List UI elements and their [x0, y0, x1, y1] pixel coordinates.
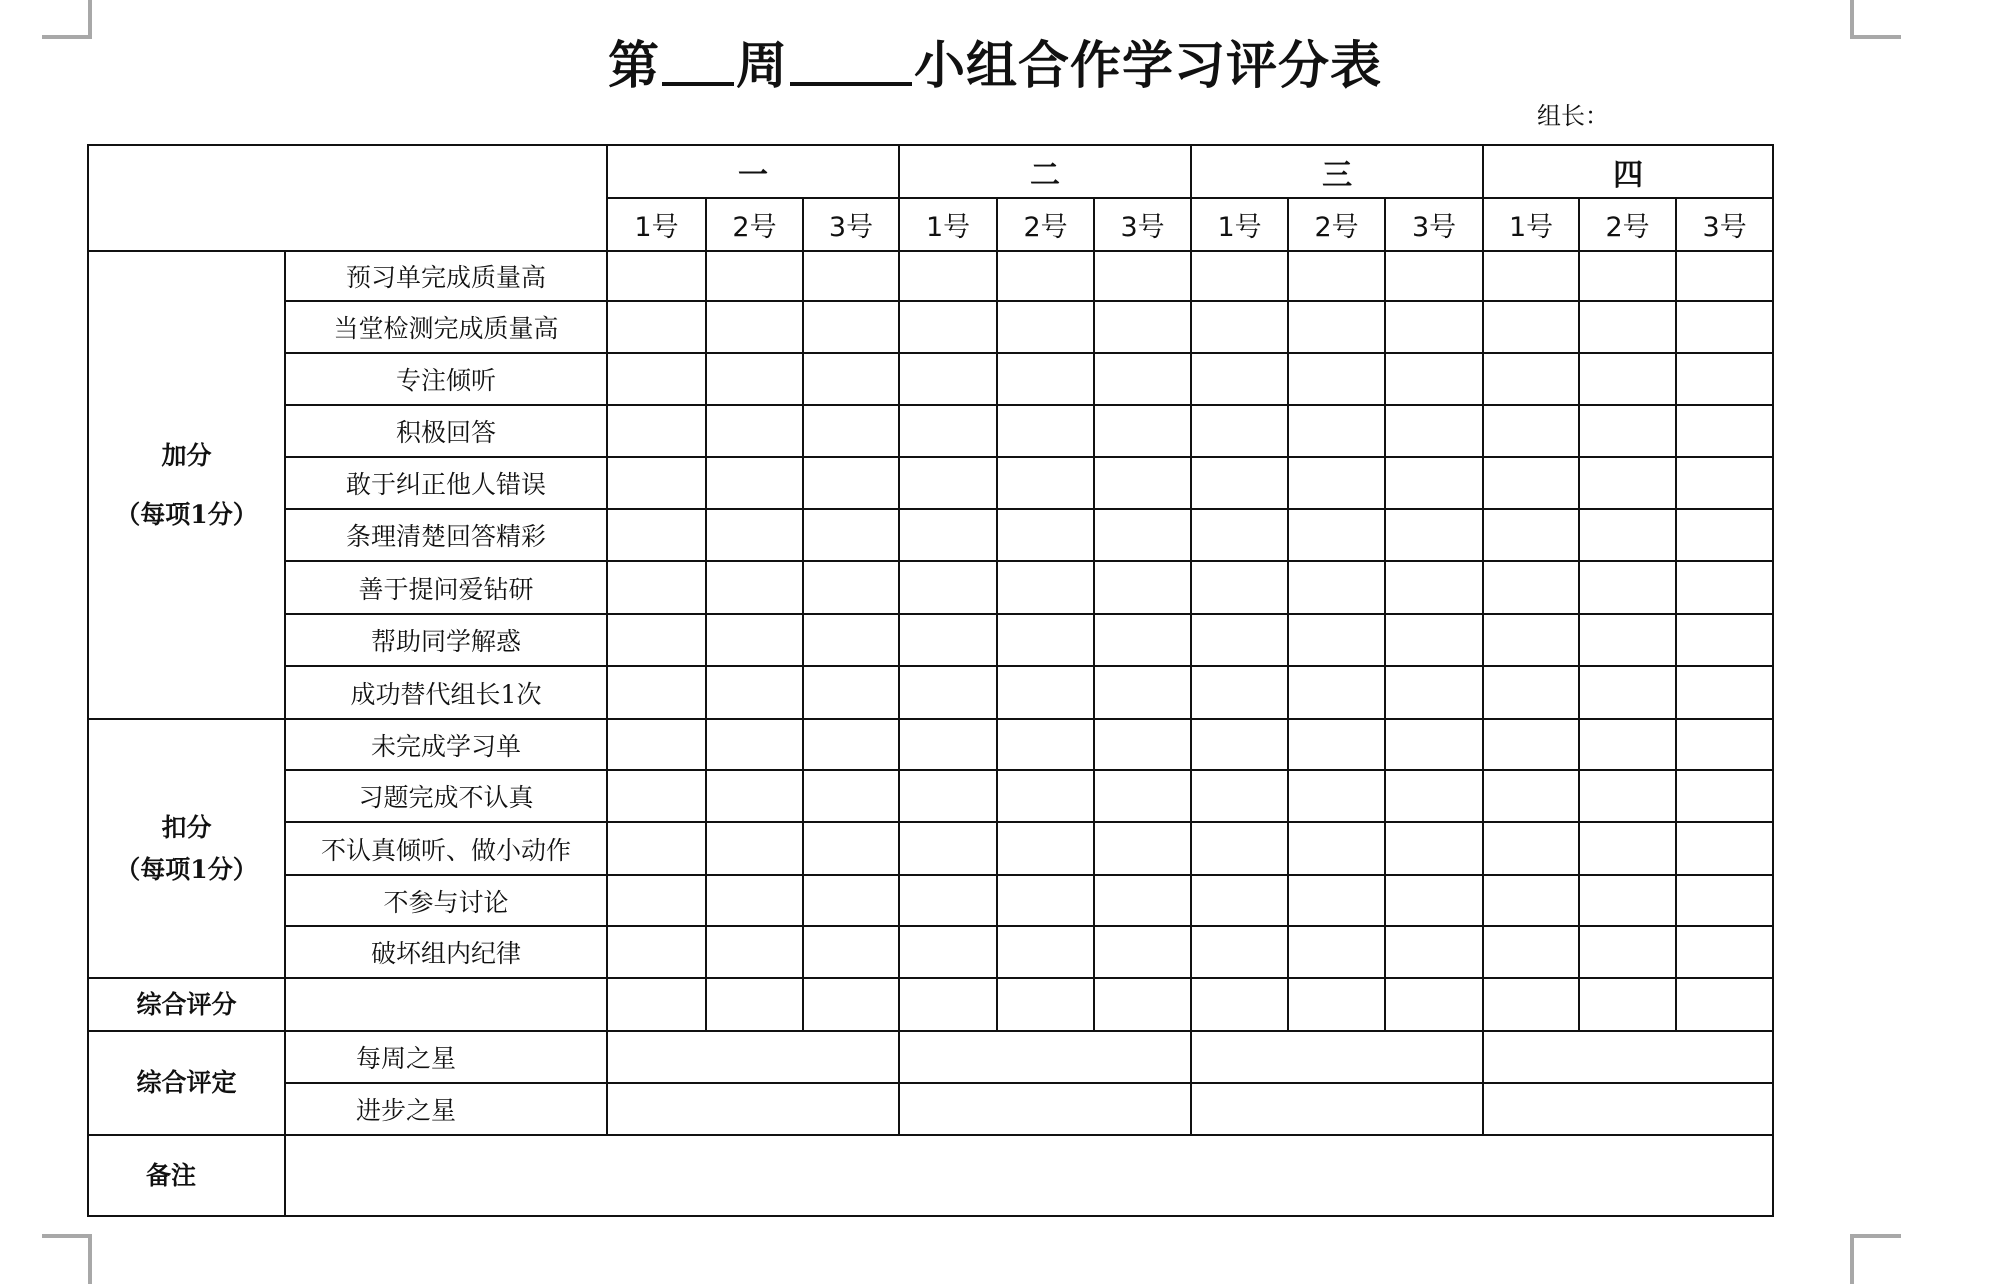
weekly-star-cell[interactable] [607, 1031, 899, 1083]
score-cell[interactable] [1676, 251, 1773, 301]
penalty-note: （每项1分） [115, 854, 258, 884]
score-cell[interactable] [1483, 875, 1579, 926]
score-cell[interactable] [1191, 614, 1288, 666]
score-cell[interactable] [1579, 666, 1676, 719]
score-cell[interactable] [1288, 457, 1385, 509]
weekly-star-cell[interactable] [899, 1031, 1191, 1083]
member-header: 3号 [1094, 198, 1191, 251]
penalty-item-label: 破坏组内纪律 [285, 926, 607, 978]
score-cell[interactable] [607, 561, 706, 614]
score-cell[interactable] [607, 301, 706, 353]
score-cell[interactable] [1191, 561, 1288, 614]
score-cell[interactable] [803, 614, 899, 666]
score-cell[interactable] [1483, 405, 1579, 457]
score-cell[interactable] [1385, 405, 1483, 457]
bonus-item-label: 成功替代组长1次 [285, 666, 607, 719]
total-cell[interactable] [803, 978, 899, 1031]
score-cell[interactable] [1288, 770, 1385, 822]
score-cell[interactable] [1288, 666, 1385, 719]
score-cell[interactable] [1483, 251, 1579, 301]
score-cell[interactable] [803, 770, 899, 822]
score-cell[interactable] [997, 561, 1094, 614]
table-row [88, 301, 1773, 353]
bonus-item-label: 敢于纠正他人错误 [285, 457, 607, 509]
score-cell[interactable] [1191, 926, 1288, 978]
penalty-category-cell [88, 719, 285, 978]
penalty-item-label: 不认真倾听、做小动作 [285, 822, 607, 875]
member-header: 1号 [1191, 198, 1288, 251]
group-header-row [88, 145, 1773, 198]
table-row [88, 614, 1773, 666]
score-cell[interactable] [1385, 509, 1483, 561]
bonus-note: （每项1分） [115, 500, 258, 529]
score-cell[interactable] [1385, 301, 1483, 353]
score-cell[interactable] [1385, 666, 1483, 719]
score-cell[interactable] [1676, 926, 1773, 978]
score-cell[interactable] [997, 457, 1094, 509]
score-cell[interactable] [1094, 251, 1191, 301]
penalty-item-label: 不参与讨论 [285, 875, 607, 926]
score-cell[interactable] [1288, 353, 1385, 405]
score-cell[interactable] [1483, 770, 1579, 822]
score-cell[interactable] [1385, 353, 1483, 405]
score-cell[interactable] [1288, 875, 1385, 926]
score-cell[interactable] [1094, 666, 1191, 719]
score-cell[interactable] [1385, 457, 1483, 509]
score-cell[interactable] [706, 822, 803, 875]
member-header: 1号 [607, 198, 706, 251]
weekly-star-cell[interactable] [1483, 1031, 1773, 1083]
member-header: 3号 [803, 198, 899, 251]
score-cell[interactable] [899, 509, 997, 561]
score-cell[interactable] [1094, 926, 1191, 978]
score-cell[interactable] [1385, 770, 1483, 822]
score-cell[interactable] [803, 926, 899, 978]
score-cell[interactable] [1483, 926, 1579, 978]
bonus-item-label: 当堂检测完成质量高 [285, 301, 607, 353]
score-cell[interactable] [1385, 926, 1483, 978]
score-cell[interactable] [1483, 666, 1579, 719]
table-row [88, 509, 1773, 561]
score-cell[interactable] [899, 770, 997, 822]
weekly-star-cell[interactable] [1191, 1031, 1483, 1083]
page-title [608, 36, 1382, 98]
score-cell[interactable] [706, 666, 803, 719]
score-cell[interactable] [997, 353, 1094, 405]
score-cell[interactable] [1094, 875, 1191, 926]
score-cell[interactable] [1191, 770, 1288, 822]
table-row [88, 875, 1773, 926]
member-header: 2号 [1579, 198, 1676, 251]
score-cell[interactable] [607, 770, 706, 822]
score-cell[interactable] [607, 666, 706, 719]
score-cell[interactable] [899, 666, 997, 719]
score-cell[interactable] [706, 457, 803, 509]
member-header: 2号 [997, 198, 1094, 251]
total-cell[interactable] [1483, 978, 1579, 1031]
crop-mark-top-right [1850, 0, 1901, 39]
score-cell[interactable] [1676, 875, 1773, 926]
total-cell[interactable] [1579, 978, 1676, 1031]
score-cell[interactable] [1191, 405, 1288, 457]
score-cell[interactable] [1094, 770, 1191, 822]
score-cell[interactable] [899, 822, 997, 875]
score-cell[interactable] [997, 770, 1094, 822]
score-cell[interactable] [1191, 509, 1288, 561]
score-cell[interactable] [607, 614, 706, 666]
evaluation-label: 综合评定 [88, 1031, 285, 1135]
total-cell[interactable] [1385, 978, 1483, 1031]
progress-star-cell[interactable] [1483, 1083, 1773, 1135]
bonus-category-cell [88, 251, 285, 719]
score-cell[interactable] [1579, 457, 1676, 509]
score-cell[interactable] [803, 405, 899, 457]
score-cell[interactable] [803, 666, 899, 719]
table-row [88, 561, 1773, 614]
score-cell[interactable] [899, 926, 997, 978]
crop-mark-bottom-right [1850, 1234, 1901, 1284]
penalty-item-label: 习题完成不认真 [285, 770, 607, 822]
total-cell[interactable] [607, 978, 706, 1031]
remarks-field[interactable] [285, 1135, 1773, 1216]
score-cell[interactable] [1094, 301, 1191, 353]
table-row [88, 926, 1773, 978]
score-cell[interactable] [1094, 353, 1191, 405]
summary-score-row [88, 978, 1773, 1031]
score-cell[interactable] [1288, 822, 1385, 875]
score-cell[interactable] [1385, 822, 1483, 875]
summary-score-label: 综合评分 [88, 978, 285, 1031]
score-cell[interactable] [1191, 875, 1288, 926]
score-cell[interactable] [997, 666, 1094, 719]
score-cell[interactable] [1191, 353, 1288, 405]
score-cell[interactable] [899, 457, 997, 509]
table-row [88, 770, 1773, 822]
score-cell[interactable] [1676, 822, 1773, 875]
score-cell[interactable] [899, 561, 997, 614]
score-cell[interactable] [607, 926, 706, 978]
bonus-item-label: 预习单完成质量高 [285, 251, 607, 301]
score-cell[interactable] [997, 301, 1094, 353]
score-cell[interactable] [706, 509, 803, 561]
score-cell[interactable] [1579, 509, 1676, 561]
score-cell[interactable] [803, 719, 899, 770]
bonus-item-label: 专注倾听 [285, 353, 607, 405]
table-row [88, 666, 1773, 719]
score-cell[interactable] [1579, 251, 1676, 301]
member-header: 3号 [1676, 198, 1773, 251]
score-cell[interactable] [997, 719, 1094, 770]
score-cell[interactable] [997, 614, 1094, 666]
score-cell[interactable] [899, 353, 997, 405]
score-cell[interactable] [607, 509, 706, 561]
score-cell[interactable] [899, 875, 997, 926]
score-cell[interactable] [1579, 926, 1676, 978]
total-cell[interactable] [899, 978, 997, 1031]
title-prefix: 第 [608, 37, 661, 96]
total-cell[interactable] [706, 978, 803, 1031]
score-cell[interactable] [1191, 457, 1288, 509]
score-cell[interactable] [607, 251, 706, 301]
score-cell[interactable] [803, 457, 899, 509]
crop-mark-bottom-left [42, 1234, 92, 1284]
score-cell[interactable] [803, 561, 899, 614]
score-cell[interactable] [899, 405, 997, 457]
score-cell[interactable] [899, 251, 997, 301]
score-cell[interactable] [1676, 614, 1773, 666]
total-cell[interactable] [1094, 978, 1191, 1031]
score-cell[interactable] [1385, 614, 1483, 666]
score-cell[interactable] [1579, 614, 1676, 666]
score-cell[interactable] [1676, 301, 1773, 353]
score-cell[interactable] [1579, 405, 1676, 457]
table-row [88, 251, 1773, 301]
score-cell[interactable] [1288, 251, 1385, 301]
score-cell[interactable] [1191, 301, 1288, 353]
progress-star-cell[interactable] [607, 1083, 899, 1135]
score-cell[interactable] [1288, 926, 1385, 978]
score-cell[interactable] [997, 822, 1094, 875]
bonus-item-label: 帮助同学解惑 [285, 614, 607, 666]
score-cell[interactable] [1579, 301, 1676, 353]
score-cell[interactable] [997, 509, 1094, 561]
score-cell[interactable] [1483, 353, 1579, 405]
score-cell[interactable] [803, 353, 899, 405]
score-cell[interactable] [607, 822, 706, 875]
score-cell[interactable] [997, 926, 1094, 978]
score-cell[interactable] [1579, 353, 1676, 405]
group-header-1: 一 [607, 145, 899, 198]
summary-score-blank [285, 978, 607, 1031]
score-cell[interactable] [1191, 251, 1288, 301]
score-cell[interactable] [1288, 301, 1385, 353]
bonus-item-label: 善于提问爱钻研 [285, 561, 607, 614]
member-header: 1号 [1483, 198, 1579, 251]
score-cell[interactable] [1094, 614, 1191, 666]
score-cell[interactable] [607, 875, 706, 926]
score-cell[interactable] [997, 405, 1094, 457]
header-corner-cell [88, 145, 607, 251]
total-cell[interactable] [997, 978, 1094, 1031]
score-cell[interactable] [1191, 666, 1288, 719]
score-cell[interactable] [706, 719, 803, 770]
score-cell[interactable] [1483, 457, 1579, 509]
title-week: 周 [736, 37, 789, 96]
score-cell[interactable] [607, 719, 706, 770]
score-cell[interactable] [706, 301, 803, 353]
total-cell[interactable] [1191, 978, 1288, 1031]
remarks-label: 备注 [88, 1135, 285, 1216]
group-name-blank[interactable] [790, 36, 912, 86]
score-cell[interactable] [706, 353, 803, 405]
score-cell[interactable] [1483, 561, 1579, 614]
group-header-2: 二 [899, 145, 1191, 198]
remarks-row [88, 1135, 1773, 1216]
evaluation-row [88, 1031, 1773, 1083]
group-header-4: 四 [1483, 145, 1773, 198]
score-cell[interactable] [706, 251, 803, 301]
score-cell[interactable] [1385, 251, 1483, 301]
score-cell[interactable] [1094, 719, 1191, 770]
score-cell[interactable] [1288, 405, 1385, 457]
crop-mark-top-left [42, 0, 92, 39]
bonus-label: 加分 [161, 440, 212, 470]
score-cell[interactable] [803, 251, 899, 301]
score-cell[interactable] [1483, 301, 1579, 353]
score-cell[interactable] [1676, 353, 1773, 405]
scoring-table [87, 144, 1774, 1217]
score-cell[interactable] [1579, 875, 1676, 926]
evaluation-row [88, 1083, 1773, 1135]
score-cell[interactable] [1385, 719, 1483, 770]
week-number-blank[interactable] [662, 36, 734, 86]
score-cell[interactable] [1579, 822, 1676, 875]
total-cell[interactable] [1676, 978, 1773, 1031]
score-cell[interactable] [1483, 822, 1579, 875]
score-cell[interactable] [899, 614, 997, 666]
score-cell[interactable] [803, 875, 899, 926]
score-cell[interactable] [1676, 719, 1773, 770]
table-row [88, 822, 1773, 875]
table-row [88, 457, 1773, 509]
score-cell[interactable] [1676, 666, 1773, 719]
score-cell[interactable] [1676, 509, 1773, 561]
score-cell[interactable] [1094, 561, 1191, 614]
score-cell[interactable] [1579, 719, 1676, 770]
score-cell[interactable] [1094, 822, 1191, 875]
penalty-item-label: 未完成学习单 [285, 719, 607, 770]
score-cell[interactable] [706, 405, 803, 457]
score-cell[interactable] [607, 353, 706, 405]
weekly-star-label: 每周之星 [285, 1031, 607, 1083]
score-cell[interactable] [803, 822, 899, 875]
score-cell[interactable] [1579, 770, 1676, 822]
title-suffix: 小组合作学习评分表 [914, 37, 1383, 96]
bonus-item-label: 积极回答 [285, 405, 607, 457]
score-cell[interactable] [1191, 822, 1288, 875]
bonus-item-label: 条理清楚回答精彩 [285, 509, 607, 561]
score-cell[interactable] [1094, 405, 1191, 457]
group-leader-label: 组长： [1537, 102, 1609, 130]
score-cell[interactable] [706, 875, 803, 926]
member-header: 2号 [706, 198, 803, 251]
score-cell[interactable] [997, 251, 1094, 301]
score-cell[interactable] [1288, 719, 1385, 770]
score-cell[interactable] [1288, 614, 1385, 666]
total-cell[interactable] [1288, 978, 1385, 1031]
score-cell[interactable] [1385, 875, 1483, 926]
score-cell[interactable] [607, 457, 706, 509]
score-cell[interactable] [1676, 405, 1773, 457]
score-cell[interactable] [899, 301, 997, 353]
score-cell[interactable] [1288, 509, 1385, 561]
score-cell[interactable] [706, 770, 803, 822]
score-cell[interactable] [1483, 719, 1579, 770]
progress-star-cell[interactable] [899, 1083, 1191, 1135]
table-row [88, 405, 1773, 457]
score-cell[interactable] [607, 405, 706, 457]
score-cell[interactable] [1094, 457, 1191, 509]
member-header: 3号 [1385, 198, 1483, 251]
member-header: 1号 [899, 198, 997, 251]
progress-star-cell[interactable] [1191, 1083, 1483, 1135]
score-cell[interactable] [1094, 509, 1191, 561]
group-header-3: 三 [1191, 145, 1483, 198]
score-cell[interactable] [1191, 719, 1288, 770]
score-cell[interactable] [706, 614, 803, 666]
score-cell[interactable] [1483, 614, 1579, 666]
score-cell[interactable] [1579, 561, 1676, 614]
score-cell[interactable] [803, 301, 899, 353]
score-cell[interactable] [1676, 770, 1773, 822]
score-cell[interactable] [1676, 561, 1773, 614]
score-cell[interactable] [1483, 509, 1579, 561]
score-cell[interactable] [1288, 561, 1385, 614]
progress-star-label: 进步之星 [285, 1083, 607, 1135]
score-cell[interactable] [899, 719, 997, 770]
member-header: 2号 [1288, 198, 1385, 251]
table-row [88, 719, 1773, 770]
penalty-label: 扣分 [161, 813, 212, 842]
score-cell[interactable] [803, 509, 899, 561]
score-cell[interactable] [706, 926, 803, 978]
score-cell[interactable] [706, 561, 803, 614]
score-cell[interactable] [997, 875, 1094, 926]
score-cell[interactable] [1676, 457, 1773, 509]
score-cell[interactable] [1385, 561, 1483, 614]
table-row [88, 353, 1773, 405]
